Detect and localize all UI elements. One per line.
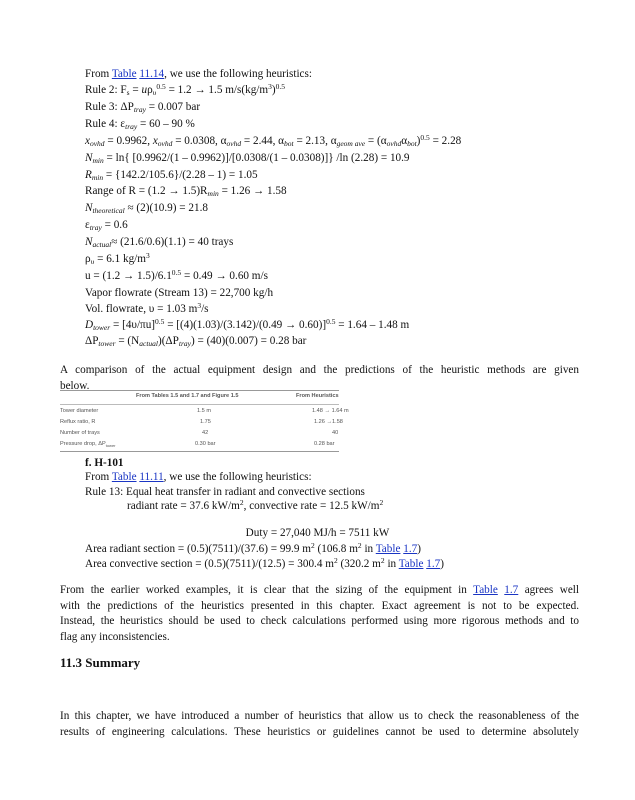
table-cell: Reflux ratio, R <box>60 419 96 425</box>
heuristics-intro: From Table 11.14, we use the following heuristics: <box>85 68 312 80</box>
reflux-range-line: Range of $R = (1.2 \to 1.5)R_{min} = 1.26 \to 1.58$ <box>85 185 287 198</box>
table-link[interactable]: Table <box>375 543 401 555</box>
rule-4: Rule 4: $\varepsilon_{tray} = 60 - 90$ % <box>85 118 195 131</box>
table-number-link[interactable]: 1.7 <box>504 584 519 596</box>
conclusion-paragraph: From the earlier worked examples, it is clear that the sizing of the equipment in Table 1.7 agrees well with the predictions of the heuristics presented in this chapter. Exact agreement is not to be expected. Instead, the heuristics should be used to check calculations performed using more rigorous methods and to flag any inconsistencies. <box>60 584 579 643</box>
nmin-line: $N_{min} = \ln${ [0.9962/(1 – 0.9962)]/[0.0308/(1 – 0.0308)]} /ln (2.28) = 10.9 <box>85 152 410 165</box>
h101-heading: f. H-101 <box>85 457 124 469</box>
tower-pressure-drop-line: $\Delta P_{tower} = (N_{actual})(\Delta P_{tray}) = (40)(0.007) = 0.28$ bar <box>85 335 307 348</box>
velocity-line: $u = (1.2 \to 1.5)/6.1^{0.5} = 0.49 \to 0.60$ m/s <box>85 268 268 282</box>
rmin-line: $R_{min} = \{142.2/105.6\}/(2.28 - 1) = 1.05$ <box>85 169 258 182</box>
table-cell: Tower diameter <box>60 408 99 414</box>
vapor-density-line: $\rho_\upsilon = 6.1$ $kg/m^3$ <box>85 251 150 266</box>
rule-13: Rule 13: Equal heat transfer in radiant and convective sections <box>85 486 365 498</box>
table-cell: 40 <box>332 430 339 436</box>
vapor-flowrate-line: Vapor flowrate (Stream 13) = 22,700 kg/h <box>85 287 274 299</box>
table-cell: Number of trays <box>60 430 100 436</box>
ntheoretical-line: $N_{theoretical} \approx (2)(10.9) = 21.8$ <box>85 202 208 215</box>
table-cell: 0.28 bar <box>314 441 335 447</box>
relative-volatility-line: $x_{ovhd} = 0.9962$, $x_{ovhd} = 0.0308$, $\alpha_{ovhd} = 2.44$, $\alpha_{bot} = 2.13$, $\alpha_{geom ave} = (\alpha_{ovhd}\alpha_{bot})^{0.5} = 2.28$ <box>85 133 462 148</box>
table-cell: 42 <box>202 430 209 436</box>
table-link[interactable]: Table <box>398 558 424 570</box>
vol-flowrate-line: Vol. flowrate, υ = 1.03 $m^3/s$ <box>85 301 209 315</box>
comparison-paragraph: A comparison of the actual equipment design and the predictions of the heuristic methods are given below. <box>60 364 579 392</box>
section-title: 11.3 Summary <box>60 655 141 670</box>
comparison-table <box>60 388 349 452</box>
h101-intro: From Table 11.11, we use the following heuristics: <box>85 471 312 483</box>
table-cell: 0.30 bar <box>195 441 216 447</box>
rule-3: Rule 3: $\Delta P_{tray} = 0.007$ bar <box>85 101 201 114</box>
table-number-link[interactable]: 1.7 <box>403 543 418 555</box>
table-header-design: From Tables 1.5 and 1.7 and Figure 1.5 <box>136 393 239 399</box>
tray-efficiency-line: $\varepsilon_{tray} = 0.6$ <box>85 219 128 232</box>
heat-rates-line: radiant rate = 37.6 $kW/m^2$, convective rate = 12.5 $kW/m^2$ <box>127 498 384 512</box>
table-number-link[interactable]: 11.14 <box>139 68 165 80</box>
table-cell: 1.5 m <box>197 408 211 414</box>
area-convective-line: Area convective section = (0.5)(7511)/(12.5) = 300.4 $m^2$ (320.2 $m^2$ in Table 1.7) <box>85 556 444 570</box>
table-number-link[interactable]: 1.7 <box>426 558 441 570</box>
table-cell: 1.26 →1.58 <box>314 419 343 425</box>
summary-paragraph: In this chapter, we have introduced a number of heuristics that allow us to check the reasonableness of the results of engineering calculations. These heuristics or guidelines cannot be used to determine absolutely <box>60 710 579 738</box>
table-link[interactable]: Table <box>111 68 137 80</box>
table-cell: Pressure drop, $\Delta P_{tower}$ <box>60 441 116 448</box>
rule-2: Rule 2: $F_s = u\rho_\upsilon^{0.5} = 1.2 \to 1.5$ $m/s(kg/m^3)^{0.5}$ <box>85 82 285 97</box>
nactual-line: $N_{actual}\approx (21.6/0.6)(1.1) = 40$ trays <box>85 236 234 249</box>
table-link[interactable]: Table <box>473 584 498 596</box>
table-cell: 1.48 → 1.64 m <box>312 408 349 414</box>
area-radiant-line: Area radiant section = (0.5)(7511)/(37.6) = 99.9 $m^2$ (106.8 $m^2$ in Table 1.7) <box>85 541 421 555</box>
table-cell: 1.75 <box>200 419 211 425</box>
duty-line: Duty = 27,040 MJ/h = 7511 kW <box>245 527 390 539</box>
table-header-heuristics: From Heuristics <box>296 393 339 399</box>
table-number-link[interactable]: 11.11 <box>139 471 164 483</box>
table-link[interactable]: Table <box>111 471 137 483</box>
tower-diameter-line: $D_{tower} = [4\upsilon/\pi u]^{0.5} = [(4)(1.03)/(3.142)/(0.49 \to 0.60)]^{0.5} = 1.64 - 1.48$ m <box>85 317 410 332</box>
